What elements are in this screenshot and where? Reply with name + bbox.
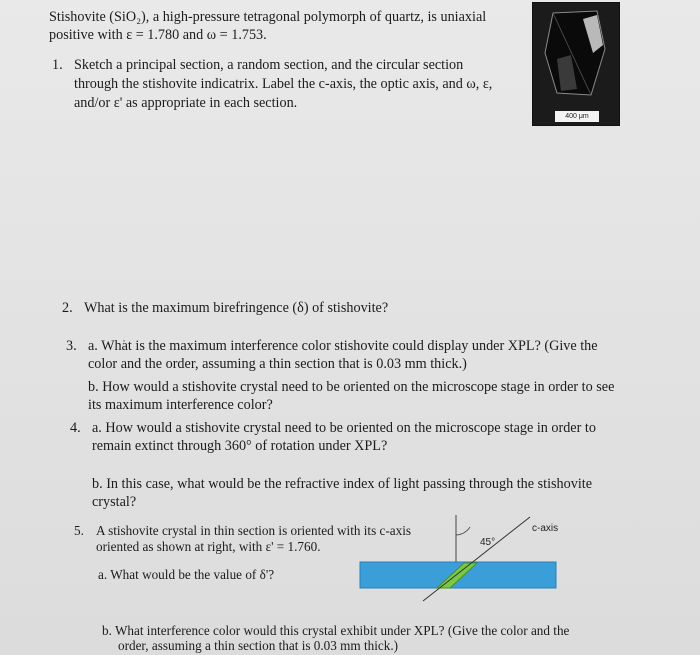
q5-line-1: A stishovite crystal in thin section is oriented with its c-axis bbox=[96, 523, 411, 538]
intro-line-2: positive with ε = 1.780 and ω = 1.753. bbox=[49, 27, 267, 43]
intro-line-1: Stishovite (SiO₂), a high-pressure tetragonal polymorph of quartz, is uniaxial bbox=[49, 9, 487, 25]
q1-line-1: Sketch a principal section, a random section, and the circular section bbox=[74, 57, 464, 73]
thin-section-diagram bbox=[330, 505, 590, 605]
q4a-line-1: a. How would a stishovite crystal need to be oriented on the microscope stage in order to bbox=[92, 420, 596, 436]
q5a-text: a. What would be the value of δ'? bbox=[98, 567, 275, 582]
q2-text: What is the maximum birefringence (δ) of stishovite? bbox=[84, 300, 389, 316]
q5b-line-2: order, assuming a thin section that is 0.03 mm thick.) bbox=[118, 638, 399, 653]
angle-arc bbox=[456, 527, 470, 535]
q3a-line-2: color and the order, assuming a thin section that is 0.03 mm thick.) bbox=[88, 356, 467, 372]
c-axis-label: c-axis bbox=[532, 523, 559, 534]
stishovite-crystal-image bbox=[543, 9, 607, 97]
q1-line-3: and/or ε' as appropriate in each section. bbox=[74, 95, 298, 111]
q3-number: 3. bbox=[66, 338, 77, 354]
q5b-line-1: b. What interference color would this crystal exhibit under XPL? (Give the color and the bbox=[102, 623, 570, 638]
q4a-line-2: remain extinct through 360° of rotation under XPL? bbox=[92, 438, 388, 454]
q2-number: 2. bbox=[62, 300, 73, 316]
q4-number: 4. bbox=[70, 420, 81, 436]
q5-line-2: oriented as shown at right, with ε' = 1.760. bbox=[96, 539, 321, 554]
q3b-line-1: b. How would a stishovite crystal need to be oriented on the microscope stage in order to see bbox=[88, 379, 615, 395]
q3a-line-1: a. Wh͘at is the maximum interference color stishovite could display under XPL? (Give the bbox=[88, 338, 598, 354]
q1-line-2: through the stishovite indicatrix. Label the c-axis, the optic axis, and ω, ε, bbox=[74, 76, 493, 92]
q1-number: 1. bbox=[52, 57, 63, 73]
q4b-line-2: crystal? bbox=[92, 494, 137, 510]
q3b-line-2: its maximum interference color? bbox=[88, 397, 273, 413]
q4b-line-1: b. In this case, what would be the refractive index of light passing through the stishovite bbox=[92, 476, 592, 492]
q5-number: 5. bbox=[74, 523, 84, 538]
angle-label: 45° bbox=[480, 537, 496, 548]
crystal-photo bbox=[532, 2, 620, 126]
scale-bar-label: 400 μm bbox=[555, 111, 599, 122]
